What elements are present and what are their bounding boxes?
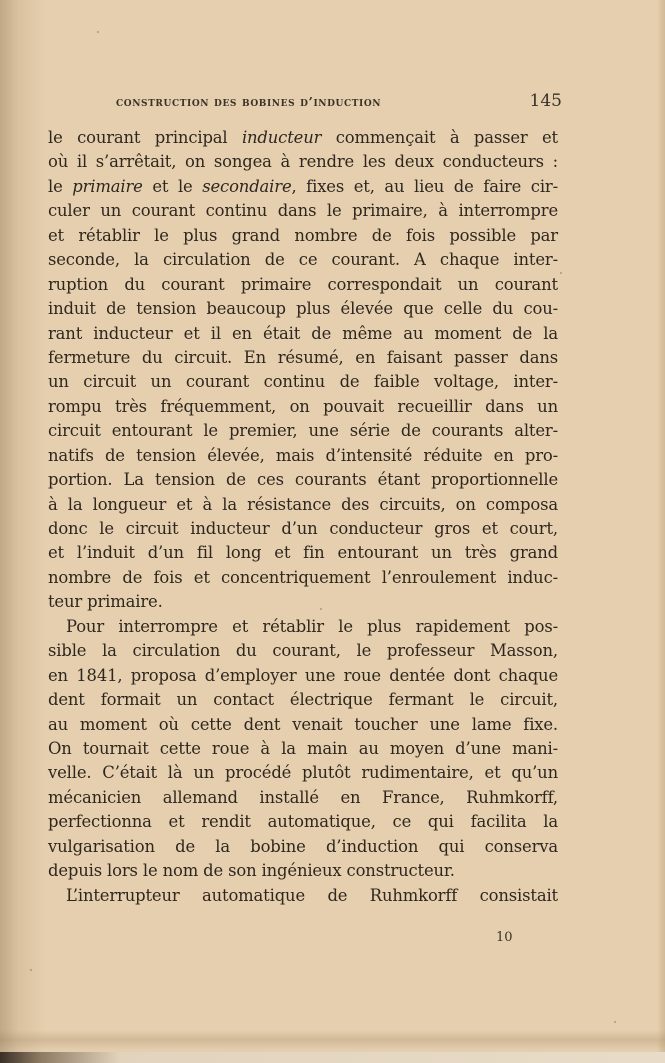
text-line	[48, 566, 558, 590]
text-run: le	[48, 176, 73, 196]
text-line	[48, 517, 558, 541]
text-line	[48, 590, 558, 614]
paper-speck	[560, 272, 562, 274]
text-run: velle. C’était là un procédé plutôt rudimentaire, et qu’un	[48, 763, 558, 783]
text-line	[48, 786, 558, 810]
text-line	[48, 297, 558, 321]
text-line	[48, 810, 558, 834]
text-line	[48, 395, 558, 419]
text-line	[48, 419, 558, 443]
text-line	[48, 224, 558, 248]
text-line	[48, 370, 558, 394]
paper-speck	[614, 1021, 616, 1023]
text-run: culer un courant continu dans le primaire, à interrompre	[48, 201, 558, 221]
text-line	[48, 541, 558, 565]
text-run: où il s’arrêtait, on songea à rendre les deux conducteurs :	[48, 152, 558, 172]
text-run: rompu très fréquemment, on pouvait recueillir dans un	[48, 396, 558, 416]
text-line	[48, 639, 558, 663]
text-run: et l’induit d’un fil long et fin entourant un très grand	[48, 543, 558, 563]
paper-speck	[97, 31, 99, 33]
text-run: mécanicien allemand installé en France, Ruhmkorff,	[48, 787, 558, 807]
text-run: Pour interrompre et rétablir le plus rapidement pos-	[66, 616, 558, 636]
signature-mark: 10	[496, 930, 513, 945]
text-run: portion. La tension de ces courants étant proportionnelle	[48, 470, 558, 490]
text-line	[48, 444, 558, 468]
text-line	[48, 835, 558, 859]
text-run: rant inducteur et il en était de même au moment de la	[48, 323, 558, 343]
text-line	[48, 884, 558, 908]
text-line	[48, 493, 558, 517]
italic-term: primaire	[72, 176, 143, 196]
text-run: dent formait un contact électrique fermant le circuit,	[48, 690, 558, 710]
text-run: teur primaire.	[48, 592, 163, 612]
text-line	[48, 126, 558, 150]
text-run: seconde, la circulation de ce courant. A chaque inter-	[48, 250, 558, 270]
body-text	[48, 126, 558, 908]
page-bottom-edge	[0, 1052, 665, 1063]
text-run: ruption du courant primaire correspondait un courant	[48, 274, 558, 294]
text-run: L’interrupteur automatique de Ruhmkorff consistait	[66, 885, 558, 905]
text-run: fermeture du circuit. En résumé, en faisant passer dans	[48, 347, 558, 367]
text-line	[48, 273, 558, 297]
text-run: à la longueur et à la résistance des circuits, on composa	[48, 494, 558, 514]
text-run: et le	[142, 176, 203, 196]
text-line	[48, 175, 558, 199]
text-line	[48, 322, 558, 346]
italic-term: secondaire	[202, 176, 292, 196]
text-run: en 1841, proposa d’employer une roue dentée dont chaque	[48, 665, 558, 685]
text-run: sible la circulation du courant, le professeur Masson,	[48, 641, 558, 661]
text-run: le courant principal	[48, 128, 242, 147]
text-run: nombre de fois et concentriquement l’enroulement induc-	[48, 567, 558, 587]
text-run: natifs de tension élevée, mais d’intensité réduite en pro-	[48, 445, 558, 465]
text-run: depuis lors le nom de son ingénieux constructeur.	[48, 861, 455, 881]
text-line	[48, 615, 558, 639]
text-run: On tournait cette roue à la main au moyen d’une mani-	[48, 738, 558, 758]
text-run: , fixes et, au lieu de faire cir-	[291, 176, 558, 196]
italic-term: inducteur	[241, 128, 322, 147]
text-line	[48, 248, 558, 272]
page-header	[116, 92, 562, 114]
running-title: construction des bobines d’induction	[116, 94, 382, 109]
text-line	[48, 713, 558, 737]
text-run: et rétablir le plus grand nombre de fois possible par	[48, 225, 558, 245]
text-run: commençait à passer et	[321, 128, 558, 147]
page-number: 145	[529, 91, 562, 111]
text-line	[48, 688, 558, 712]
text-run: circuit entourant le premier, une série de courants alter-	[48, 421, 558, 441]
text-line	[48, 737, 558, 761]
text-run: perfectionna et rendit automatique, ce qui facilita la	[48, 812, 558, 832]
text-line	[48, 859, 558, 883]
text-run: donc le circuit inducteur d’un conducteur gros et court,	[48, 519, 558, 538]
text-line	[48, 664, 558, 688]
text-run: induit de tension beaucoup plus élevée que celle du cou-	[48, 299, 558, 319]
text-line	[48, 468, 558, 492]
text-line	[48, 150, 558, 174]
paper-speck	[30, 969, 32, 971]
text-line	[48, 346, 558, 370]
text-run: au moment où cette dent venait toucher une lame fixe.	[48, 714, 558, 734]
paper-speck	[320, 608, 322, 610]
text-run: un circuit un courant continu de faible voltage, inter-	[48, 372, 558, 392]
text-line	[48, 199, 558, 223]
text-run: vulgarisation de la bobine d’induction qui conserva	[48, 836, 558, 856]
text-line	[48, 761, 558, 785]
